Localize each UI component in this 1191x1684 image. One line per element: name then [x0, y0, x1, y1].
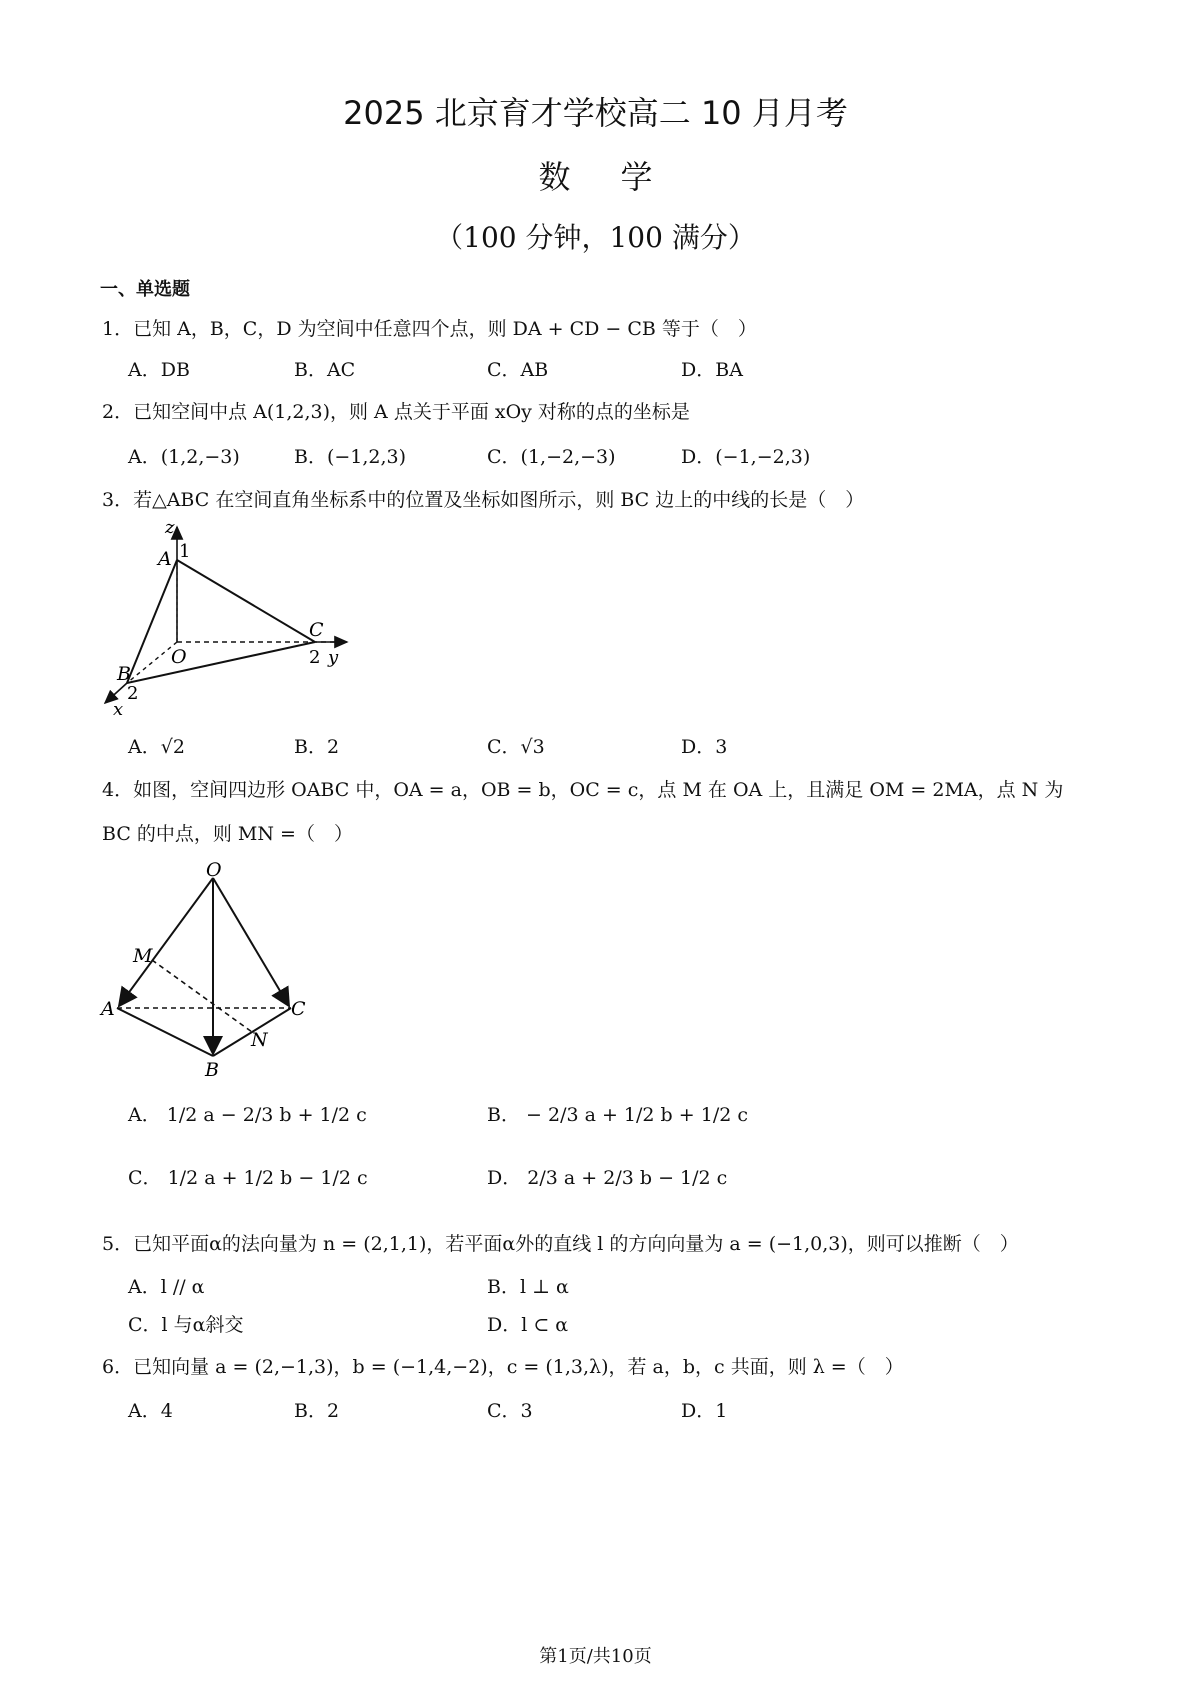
q4-option-c-term3: − 1/2 c	[298, 1167, 368, 1189]
q4-option-d-letter: D．	[487, 1167, 522, 1189]
vector-oa	[119, 878, 213, 1006]
q4-option-a-term3: + 1/2 c	[297, 1104, 367, 1126]
q4-option-c-term1: 1/2 a	[167, 1167, 216, 1189]
q3-option-c[interactable]: C．√3	[487, 736, 545, 758]
question-2-text: 2．已知空间中点 A(1,2,3)，则 A 点关于平面 xOy 对称的点的坐标是	[102, 401, 690, 423]
q4-option-b[interactable]	[487, 1100, 748, 1127]
q3-option-d[interactable]: D．3	[681, 736, 728, 758]
label-c: C	[291, 998, 306, 1020]
q1-option-a[interactable]: A．DB	[128, 359, 190, 381]
q4-option-d-term2: + 2/3 b	[581, 1167, 653, 1189]
segment-mn-dashed	[152, 960, 252, 1032]
q4-option-a[interactable]	[128, 1100, 367, 1127]
subject-title: 数学	[538, 158, 703, 196]
label-z: z	[165, 517, 175, 538]
label-n: N	[251, 1029, 268, 1051]
label-b: B	[117, 663, 131, 685]
label-o: O	[171, 646, 187, 668]
q2-option-a[interactable]: A．(1,2,−3)	[128, 446, 240, 468]
label-two-x: 2	[127, 683, 139, 704]
q2-option-b[interactable]: B．(−1,2,3)	[294, 446, 407, 468]
label-a: A	[158, 548, 172, 570]
q4-option-d-term1: 2/3 a	[527, 1167, 576, 1189]
q5-option-a[interactable]: A．l // α	[128, 1276, 205, 1298]
q5-option-b[interactable]: B．l ⊥ α	[487, 1276, 569, 1298]
question-6-text: 6．已知向量 a = (2,−1,3)，b = (−1,4,−2)，c = (1,3,λ)，若 a，b，c 共面，则 λ =（ ）	[102, 1356, 904, 1378]
q4-option-b-letter: B．	[487, 1104, 520, 1126]
q4-option-b-term1: − 2/3 a	[526, 1104, 596, 1126]
q6-option-c[interactable]: C．3	[487, 1400, 533, 1422]
q3-option-a[interactable]: A．√2	[128, 736, 185, 758]
edge-ab-solid	[117, 1008, 213, 1056]
question-1-text: 1．已知 A，B，C，D 为空间中任意四个点，则 DA + CD − CB 等于（ ）	[102, 318, 757, 340]
exam-title: 2025 北京育才学校高二 10 月月考	[343, 94, 848, 132]
q1-option-b[interactable]: B．AC	[294, 359, 356, 381]
q4-option-b-term2: + 1/2 b	[601, 1104, 673, 1126]
label-o: O	[206, 859, 222, 881]
q3-figure	[95, 515, 365, 720]
label-y: y	[328, 647, 339, 668]
q2-option-d[interactable]: D．(−1,−2,3)	[681, 446, 811, 468]
edge-ab	[127, 560, 177, 683]
vector-oc	[213, 878, 289, 1006]
q4-option-d[interactable]	[487, 1163, 727, 1190]
label-b: B	[205, 1059, 219, 1081]
q3-option-b[interactable]: B．2	[294, 736, 340, 758]
q5-option-c[interactable]: C．l 与α斜交	[128, 1314, 244, 1336]
q1-option-c[interactable]: C．AB	[487, 359, 549, 381]
q4-option-a-term2: − 2/3 b	[220, 1104, 292, 1126]
question-4-text-line2: BC 的中点，则 MN =（ ）	[102, 823, 353, 845]
q6-option-b[interactable]: B．2	[294, 1400, 340, 1422]
q4-option-a-term1: 1/2 a	[166, 1104, 215, 1126]
page-footer: 第1页/共10页	[539, 1646, 652, 1667]
q6-option-d[interactable]: D．1	[681, 1400, 728, 1422]
question-3-text: 3．若△ABC 在空间直角坐标系中的位置及坐标如图所示，则 BC 边上的中线的长是（ ）	[102, 489, 865, 511]
q4-option-c-term2: + 1/2 b	[221, 1167, 293, 1189]
q2-option-c[interactable]: C．(1,−2,−3)	[487, 446, 616, 468]
question-4-text-line1: 4．如图，空间四边形 OABC 中，OA = a，OB = b，OC = c，点 M 在 OA 上，且满足 OM = 2MA，点 N 为	[102, 779, 1064, 801]
section-heading: 一、单选题	[100, 279, 190, 300]
q5-option-d[interactable]: D．l ⊂ α	[487, 1314, 569, 1336]
label-x: x	[113, 699, 124, 720]
label-one: 1	[179, 541, 191, 562]
q4-option-d-term3: − 1/2 c	[658, 1167, 728, 1189]
label-c: C	[309, 619, 324, 641]
question-5-text: 5．已知平面α的法向量为 n = (2,1,1)，若平面α外的直线 l 的方向向量为 a = (−1,0,3)，则可以推断（ ）	[102, 1233, 1019, 1255]
q4-figure	[95, 858, 325, 1083]
exam-duration: （100 分钟，100 满分）	[435, 221, 756, 254]
q4-option-b-term3: + 1/2 c	[678, 1104, 748, 1126]
label-a: A	[101, 998, 115, 1020]
label-m: M	[133, 945, 153, 967]
q4-option-a-letter: A．	[128, 1104, 161, 1126]
q4-option-c-letter: C．	[128, 1167, 162, 1189]
q4-option-c[interactable]	[128, 1163, 368, 1190]
q1-option-d[interactable]: D．BA	[681, 359, 743, 381]
edge-ac	[177, 560, 315, 642]
q6-option-a[interactable]: A．4	[128, 1400, 173, 1422]
label-two-y: 2	[309, 647, 321, 668]
edge-bc	[127, 642, 315, 683]
